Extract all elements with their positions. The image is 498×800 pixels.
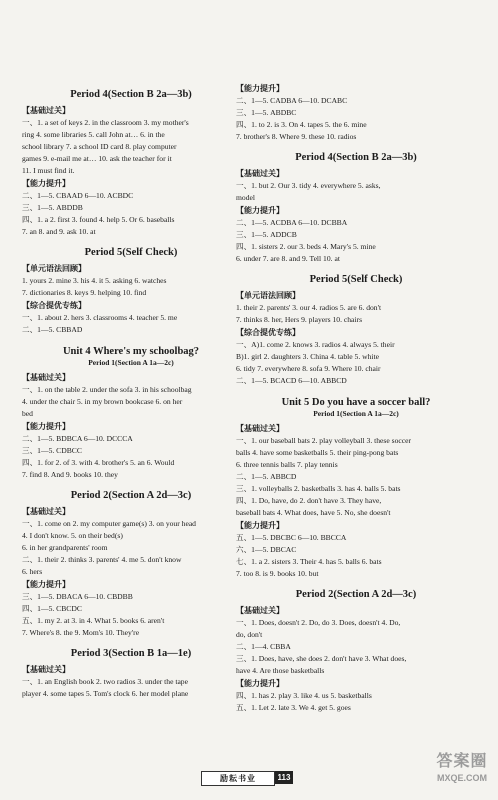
answer-line: player 4. some tapes 5. Tom's clock 6. her model plane <box>22 689 189 698</box>
block-label: 【基础过关】 <box>22 507 70 516</box>
answer-line: 三、1. volleyballs 2. basketballs 3. has 4. balls 5. bats <box>236 484 401 493</box>
publisher-logo: 励耘书业 <box>201 771 275 786</box>
block-label: 【能力提升】 <box>236 206 284 215</box>
watermark-text: 答案圈 <box>436 753 488 770</box>
block-label: 【综合提优专练】 <box>22 301 86 310</box>
answer-line: B)1. girl 2. daughters 3. China 4. table 5. white <box>236 352 379 361</box>
watermark-url: MXQE.COM <box>436 773 487 783</box>
block-label: 【能力提升】 <box>236 84 284 93</box>
section-title: Period 4(Section B 2a—3b) <box>295 152 417 163</box>
section-title: Period 5(Self Check) <box>84 247 178 258</box>
answer-line: 二、1—5. ABBCD <box>236 472 297 481</box>
answer-line: 6. tidy 7. everywhere 8. sofa 9. Where 10. chair <box>236 364 381 373</box>
page-number: 113 <box>275 771 293 784</box>
watermark <box>430 752 494 792</box>
block-label: 【能力提升】 <box>22 422 70 431</box>
block-label: 【单元语法回顾】 <box>22 264 86 273</box>
block-label: 【能力提升】 <box>22 580 70 589</box>
unit-subtitle: Period 1(Section A 1a—2c) <box>88 358 174 367</box>
answer-line: 1. yours 2. mine 3. his 4. it 5. asking 6. watches <box>22 276 167 285</box>
answer-line: baseball bats 4. What does, have 5. No, she doesn't <box>236 508 391 517</box>
answer-line: 二、1—4. CBBA <box>236 642 291 651</box>
answer-line: 一、1. about 2. hers 3. classrooms 4. teacher 5. me <box>22 313 178 322</box>
block-label: 【基础过关】 <box>22 373 70 382</box>
answer-line: 7. too 8. is 9. books 10. but <box>236 569 319 578</box>
answer-line: 四、1. for 2. of 3. with 4. brother's 5. an 6. Would <box>22 458 175 467</box>
unit-title: Unit 5 Do you have a soccer ball? <box>281 397 431 408</box>
answer-line: 三、1—5. ABDBC <box>236 108 297 117</box>
answer-line: 三、1—5. DBACA 6—10. CBDBB <box>22 592 133 601</box>
unit-title: Unit 4 Where's my schoolbag? <box>62 346 200 357</box>
section-title: Period 4(Section B 2a—3b) <box>70 89 192 100</box>
answer-line: 二、1—5. CBAAD 6—10. ACBDC <box>22 191 134 200</box>
answer-line: 一、1. a set of keys 2. in the classroom 3. my mother's <box>22 118 189 127</box>
section-title: Period 5(Self Check) <box>309 274 403 285</box>
answer-line: 一、1. our baseball bats 2. play volleyball 3. these soccer <box>236 436 412 445</box>
answer-line: 11. I must find it. <box>22 166 75 175</box>
block-label: 【基础过关】 <box>236 169 284 178</box>
block-label: 【基础过关】 <box>22 665 70 674</box>
answer-line: 7. an 8. and 9. ask 10. at <box>22 227 96 236</box>
answer-line: 六、1—5. DBCAC <box>236 545 297 554</box>
answer-line: games 9. e-mail me at… 10. ask the teacher for it <box>22 154 172 163</box>
answer-line: 四、1. sisters 2. our 3. beds 4. Mary's 5. mine <box>236 242 376 251</box>
answer-line: 四、1—5. CBCDC <box>22 604 82 613</box>
block-label: 【基础过关】 <box>236 424 284 433</box>
answer-line: 三、1—5. ABDDB <box>22 203 83 212</box>
answer-line: 二、1—5. BCACD 6—10. ABBCD <box>236 376 347 385</box>
answer-line: 7. thinks 8. her, Hers 9. players 10. chairs <box>236 315 363 324</box>
answer-line: 二、1—5. CADBA 6—10. DCABC <box>236 96 348 105</box>
answer-line: 三、1—5. ADDCB <box>236 230 297 239</box>
unit-subtitle: Period 1(Section A 1a—2c) <box>313 409 399 418</box>
block-label: 【能力提升】 <box>236 679 284 688</box>
answer-line: 6. hers <box>22 567 43 576</box>
answer-line: 6. three tennis balls 7. play tennis <box>236 460 338 469</box>
section-title: Period 3(Section B 1a—1e) <box>70 648 192 659</box>
answer-line: 7. find 8. And 9. books 10. they <box>22 470 118 479</box>
answer-line: 二、1—5. CBBAD <box>22 325 83 334</box>
answer-line: 四、1. Do, have, do 2. don't have 3. They have, <box>236 496 382 505</box>
answer-line: 三、1—5. CDBCC <box>22 446 82 455</box>
block-label: 【基础过关】 <box>236 606 284 615</box>
answer-line: 7. Where's 8. the 9. Mom's 10. They're <box>22 628 140 637</box>
left-column <box>22 80 240 700</box>
answer-line: 五、1. Let 2. late 3. We 4. get 5. goes <box>236 703 351 712</box>
page-footer <box>195 770 305 786</box>
right-column <box>236 82 476 714</box>
answer-line: bed <box>22 409 33 418</box>
answer-line: 一、1. Does, doesn't 2. Do, do 3. Does, doesn't 4. Do, <box>236 618 401 627</box>
answer-line: 一、1. an English book 2. two radios 3. under the tape <box>22 677 188 686</box>
answer-line: 五、1. my 2. at 3. in 4. What 5. books 6. aren't <box>22 616 165 625</box>
answer-line: 一、A)1. come 2. knows 3. radios 4. always 5. their <box>236 340 395 349</box>
block-label: 【能力提升】 <box>236 521 284 530</box>
answer-line: do, don't <box>236 630 263 639</box>
answer-line: balls 4. have some basketballs 5. their ping-pong bats <box>236 448 399 457</box>
answer-line: 七、1. a 2. sisters 3. Their 4. has 5. balls 6. bats <box>236 557 382 566</box>
answer-line: 4. under the chair 5. in my brown bookcase 6. on her <box>22 397 183 406</box>
answer-line: have 4. Are those basketballs <box>236 666 325 675</box>
answer-line: 一、1. on the table 2. under the sofa 3. in his schoolbag <box>22 385 192 394</box>
answer-line: 四、1. to 2. is 3. On 4. tapes 5. the 6. mine <box>236 120 367 129</box>
answer-line: 二、1—5. BDBCA 6—10. DCCCA <box>22 434 133 443</box>
block-label: 【基础过关】 <box>22 106 70 115</box>
section-title: Period 2(Section A 2d—3c) <box>70 490 192 501</box>
answer-line: 二、1—5. ACDBA 6—10. DCBBA <box>236 218 348 227</box>
answer-line: 4. I don't know. 5. on their bed(s) <box>22 531 123 540</box>
answer-line: 7. brother's 8. Where 9. these 10. radios <box>236 132 357 141</box>
answer-line: 四、1. a 2. first 3. found 4. help 5. Or 6. baseballs <box>22 215 175 224</box>
answer-line: 一、1. come on 2. my computer game(s) 3. on your head <box>22 519 196 528</box>
answer-line: 7. dictionaries 8. keys 9. helping 10. find <box>22 288 147 297</box>
answer-line: 一、1. but 2. Our 3. tidy 4. everywhere 5. asks, <box>236 181 381 190</box>
answer-line: model <box>236 193 255 202</box>
answer-line: ring 4. some libraries 5. call John at… 6. in the <box>22 130 165 139</box>
block-label: 【单元语法回顾】 <box>236 291 300 300</box>
answer-line: school library 7. a school ID card 8. play computer <box>22 142 177 151</box>
answer-line: 二、1. their 2. thinks 3. parents' 4. me 5. don't know <box>22 555 182 564</box>
answer-line: 三、1. Does, have, she does 2. don't have 3. What does, <box>236 654 407 663</box>
answer-line: 6. in her grandparents' room <box>22 543 108 552</box>
block-label: 【综合提优专练】 <box>236 328 300 337</box>
block-label: 【能力提升】 <box>22 179 70 188</box>
answer-line: 五、1—5. DBCBC 6—10. BBCCA <box>236 533 347 542</box>
answer-line: 6. under 7. are 8. and 9. Tell 10. at <box>236 254 340 263</box>
section-title: Period 2(Section A 2d—3c) <box>295 589 417 600</box>
answer-line: 四、1. has 2. play 3. like 4. us 5. basketballs <box>236 691 372 700</box>
answer-line: 1. their 2. parents' 3. our 4. radios 5. are 6. don't <box>236 303 382 312</box>
